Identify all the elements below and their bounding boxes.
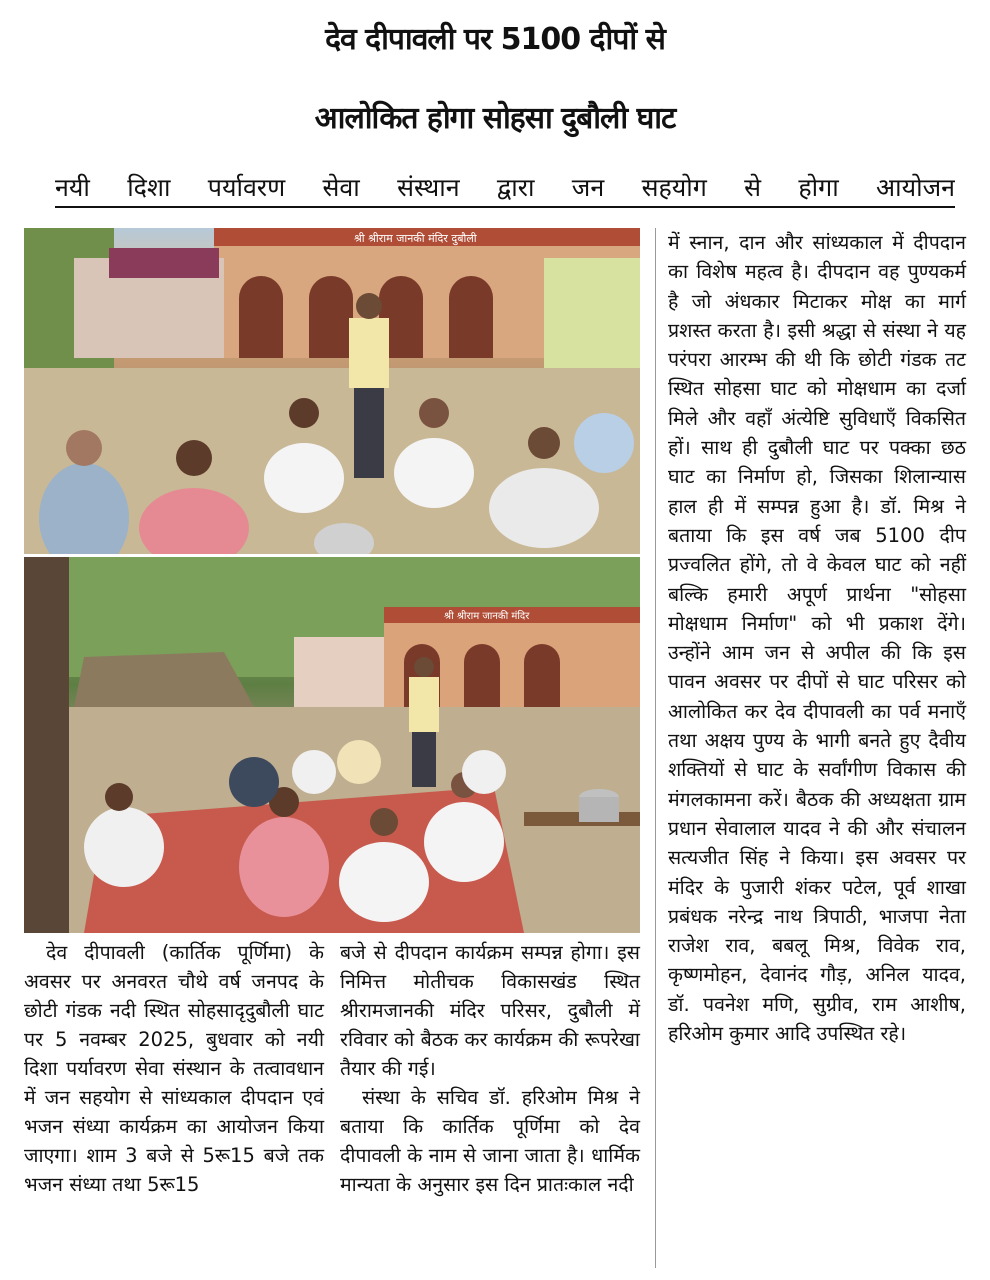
meeting-photo-on-mat [24,557,640,933]
article-column-right [668,228,966,1048]
headline-line-2: आलोकित होगा सोहसा दुबौली घाट [314,101,676,136]
temple-banner-text-2: श्री श्रीराम जानकी मंदिर [444,611,530,622]
temple-banner-text: श्री श्रीराम जानकी मंदिर दुबौली [354,232,477,245]
meeting-photo-2-illustration [24,557,640,933]
paragraph-continuation: में स्नान, दान और सांध्यकाल में दीपदान का विशेष महत्व है। दीपदान वह पुण्यकर्म है जो अंधकार मिटाकर मोक्ष का मार्ग प्रशस्त करता है। इसी श्रद्धा से संस्था ने यह परंपरा आरम्भ की थी कि छोटी गंडक तट स्थित सोहसा घाट को मोक्षधाम का दर्जा मिले और वहाँ अंत्येष्टि सुविधाएँ विकसित हों। साथ ही दुबौली घाट पर पक्का छठ घाट का निर्माण हो, जिसका शिलान्यास हाल ही में सम्पन्न हुआ है। डॉ. मिश्र ने बताया कि इस वर्ष जब 5100 दीप प्रज्वलित होंगे, तो वे केवल घाट को नहीं बल्कि हमारी अपूर्ण प्रार्थना "सोहसा मोक्षधाम निर्माण" को भी प्रकाश देंगे। उन्होंने आम जन से अपील की कि इस पावन अवसर पर दीपों से घाट परिसर को आलोकित कर देव दीपावली का पर्व मनाएँ तथा अक्षय पुण्य के भागी बनते हुए दैवीय शक्तियों से घाट के सर्वांगीण विकास की मंगलकामना करें। बैठक की अध्यक्षता ग्राम प्रधान सेवालाल यादव ने की और संचालन सत्यजीत सिंह ने किया। इस अवसर पर मंदिर के पुजारी शंकर पटेल, पूर्व शाखा प्रबंधक नरेन्द्र नाथ त्रिपाठी, भाजपा नेता राजेश राव, बबलू मिश्र, विवेक राव, कृष्णमोहन, देवानंद गौड़, अनिल यादव, डॉ. पवनेश मणि, सुग्रीव, राम आशीष, हरिओम कुमार आदि उपस्थित रहे। [668,231,966,1046]
column-divider [655,228,656,1268]
article-column-left [24,938,324,1199]
paragraph-intro: देव दीपावली (कार्तिक पूर्णिमा) के अवसर पर अनवरत चौथे वर्ष जनपद के छोटी गंडक नदी स्थित सोहसादृदुबौली घाट पर 5 नवम्बर 2025, बुधवार को नयी दिशा पर्यावरण सेवा संस्थान के तत्वावधान में जन सहयोग से सांध्यकाल दीपदान एवं भजन संध्या कार्यक्रम का आयोजन किया जाएगा। शाम 3 बजे से 5रू15 बजे तक भजन संध्या तथा 5रू15 [24,941,324,1196]
subheadline: नयी दिशा पर्यावरण सेवा संस्थान द्वारा जन सहयोग से होगा आयोजन [55,172,955,208]
article-column-middle [340,938,640,1199]
meeting-photo-temple-courtyard [24,228,640,554]
meeting-photo-1-illustration [24,228,640,554]
paragraph-meeting: बजे से दीपदान कार्यक्रम सम्पन्न होगा। इस निमित्त मोतीचक विकासखंड स्थित श्रीरामजानकी मंदिर परिसर, दुबौली में रविवार को बैठक कर कार्यक्रम की रूपरेखा तैयार की गई। [340,941,640,1080]
paragraph-secretary-statement: संस्था के सचिव डॉ. हरिओम मिश्र ने बताया कि कार्तिक पूर्णिमा को देव दीपावली के नाम से जाना जाता है। धार्मिक मान्यता के अनुसार इस दिन प्रातःकाल नदी [340,1086,640,1196]
headline-line-1: देव दीपावली पर 5100 दीपों से [325,22,665,57]
